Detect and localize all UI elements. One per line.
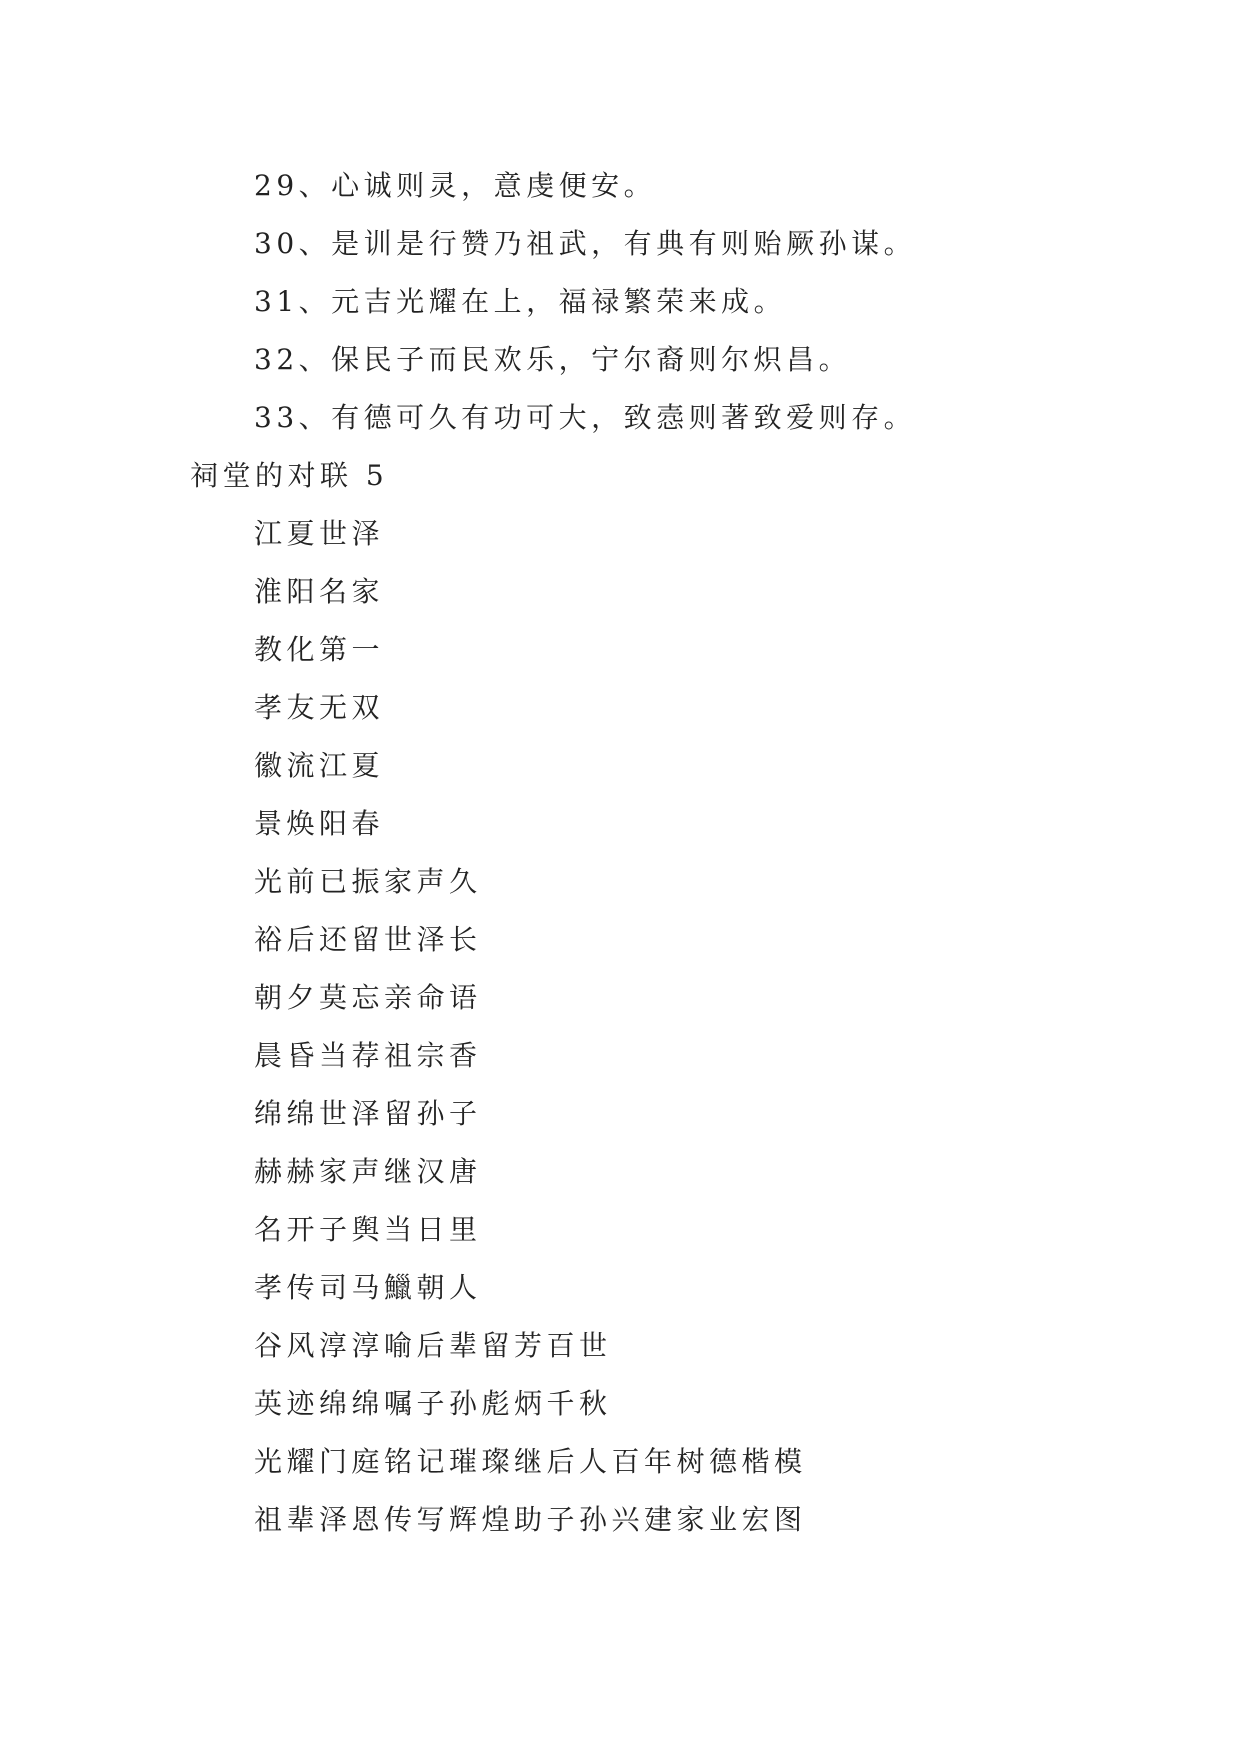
couplet-line: 孝传司马鱲朝人 xyxy=(254,1271,482,1304)
couplet-line: 光耀门庭铭记璀璨继后人百年树德楷模 xyxy=(254,1445,807,1478)
couplet-line: 徽流江夏 xyxy=(254,749,385,782)
couplet-line: 裕后还留世泽长 xyxy=(254,923,482,956)
couplet-line: 英迹绵绵嘱子孙彪炳千秋 xyxy=(254,1387,612,1420)
couplet-line: 祖辈泽恩传写辉煌助子孙兴建家业宏图 xyxy=(254,1503,807,1536)
couplet-line: 教化第一 xyxy=(254,633,385,666)
couplet-line: 朝夕莫忘亲命语 xyxy=(254,981,482,1014)
section-title: 祠堂的对联 5 xyxy=(190,459,389,492)
numbered-item: 33、有德可久有功可大，致悫则著致爱则存。 xyxy=(254,401,917,434)
numbered-item: 32、保民子而民欢乐，宁尔裔则尔炽昌。 xyxy=(254,343,852,376)
couplet-line: 孝友无双 xyxy=(254,691,385,724)
couplet-line: 景焕阳春 xyxy=(254,807,385,840)
couplet-line: 赫赫家声继汉唐 xyxy=(254,1155,482,1188)
couplet-line: 江夏世泽 xyxy=(254,517,385,550)
numbered-item: 29、心诚则灵，意虔便安。 xyxy=(254,169,657,202)
couplet-line: 光前已振家声久 xyxy=(254,865,482,898)
couplet-line: 绵绵世泽留孙子 xyxy=(254,1097,482,1130)
couplet-line: 名开子舆当日里 xyxy=(254,1213,482,1246)
numbered-item: 31、元吉光耀在上，福禄繁荣来成。 xyxy=(254,285,787,318)
couplet-line: 晨昏当荐祖宗香 xyxy=(254,1039,482,1072)
couplet-line: 淮阳名家 xyxy=(254,575,385,608)
numbered-item: 30、是训是行赞乃祖武，有典有则贻厥孙谋。 xyxy=(254,227,917,260)
couplet-line: 谷风淳淳喻后辈留芳百世 xyxy=(254,1329,612,1362)
